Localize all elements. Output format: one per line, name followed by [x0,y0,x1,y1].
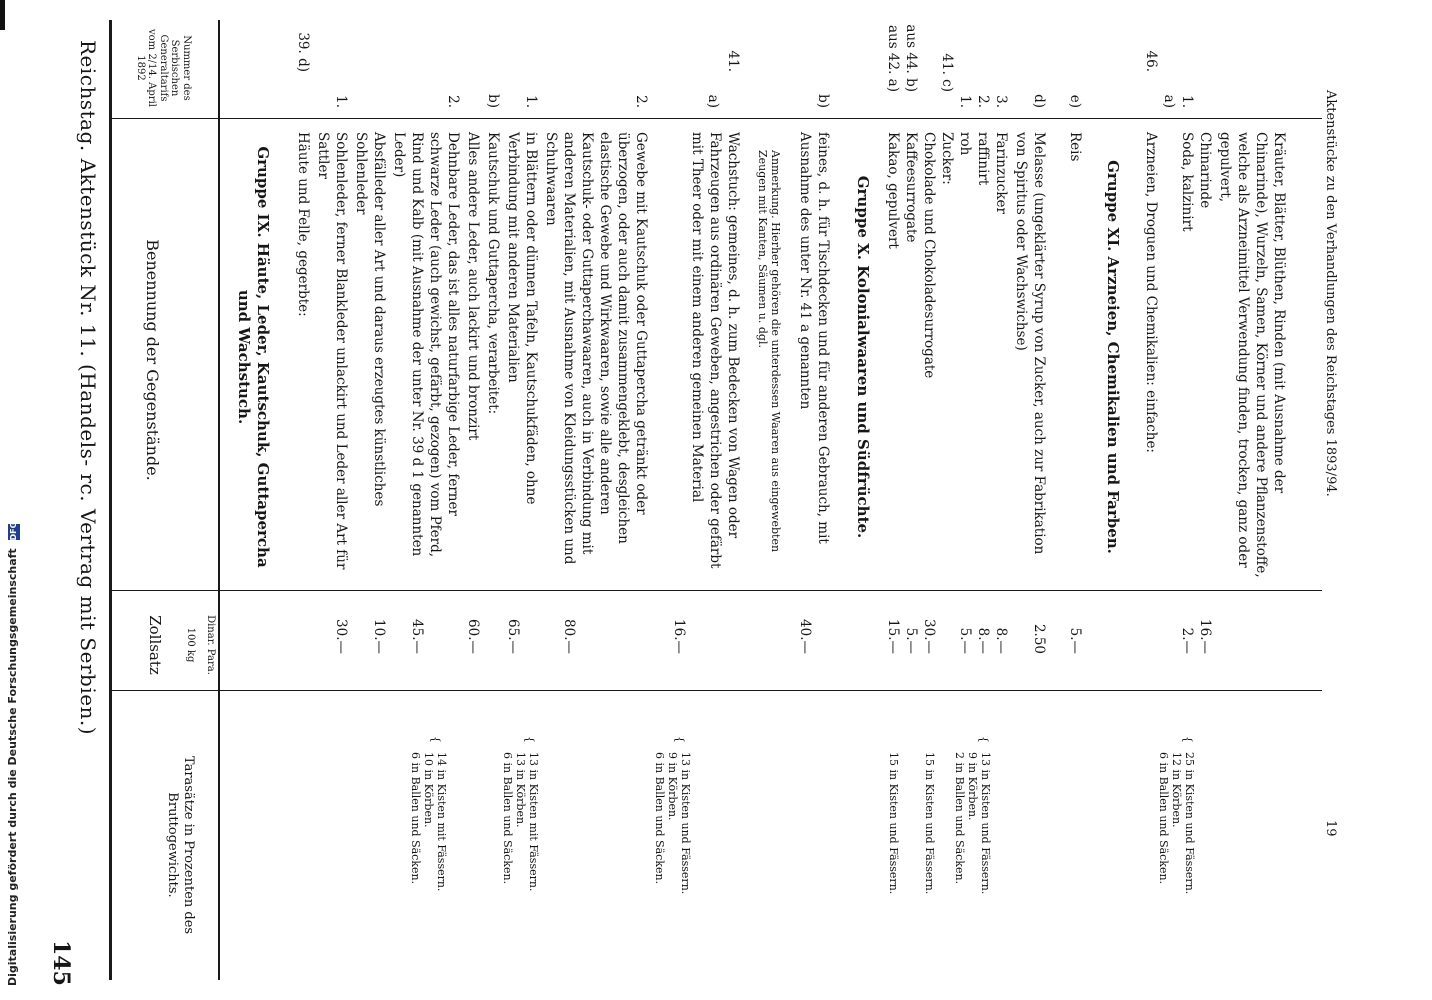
column-head-tara: Tarasätze in Prozenten des Bruttogewichts. [165,755,196,935]
footnote-anmerkung: Anmerkung. Hierher gehören die unterdessen Waaren aus eingewebten Zeugen mit Kanten, Säumen u. dgl. [756,150,782,553]
column-head-benennung: Benennung der Gegenstände. [143,239,162,481]
footer-left: Aktenstücke zu den Verhandlungen des Reichstages 1893/94. [1323,90,1338,497]
header-rule [109,20,112,980]
column-rule-3 [112,690,1322,691]
dfg-logo: DFG [9,521,18,541]
brace-mark: { [673,736,686,743]
brace-mark: { [429,736,442,743]
column-head-zollsatz: Zollsatz [146,615,164,675]
group-heading-x: Gruppe X. Kolonialwaaren und Südfrüchte. [854,175,872,539]
group-heading-xi: Gruppe XI. Arzneien, Chemikalien und Farben. [1104,160,1122,554]
digitization-credit: Digitalisierung gefördert durch die Deutsche Forschungsgemeinschaft DFG [6,521,19,986]
brace-mark: { [1181,736,1194,743]
column-rule-2 [112,590,1322,591]
footer-page: 19 [1323,820,1338,837]
page-number: 145 [48,940,74,986]
zollsatz-currency: Dinar. Para. [205,615,216,675]
running-header: Reichstag. Aktenstück Nr. 11. (Handels- rc. Vertrag mit Serbien.) [76,40,100,736]
column-rule-1 [112,118,1322,119]
group-heading-ix: Gruppe IX. Häute, Leder, Kautschuk, Guttapercha und Wachstuch. [235,146,272,568]
brace-mark: { [523,736,536,743]
table-head-rule [218,20,220,980]
zollsatz-unit: 100 kg [185,627,196,663]
rotated-document-page: Reichstag. Aktenstück Nr. 11. (Handels- rc. Vertrag mit Serbien.) 145 Nummer des Serbischen Generaltarifs vom 2/14. April 1892 Benennung der Gegenstände. Zollsatz 100 kg Dinar. Para. Tarasätze in Prozenten des Bruttogewichts. Gruppe IX. Häute, Leder, Kautschuk, Guttapercha und Wachstuch. 39. d) Häute und Felle, gegerbte: 1. Sohlenleder, ferner Blankleder unlackirt und Leder aller Art für Sattler 30.— Absfälleder aller Art und daraus erzeugtes künstliches Sohlenleder 10.— 2. Dehnbare Leder, das ist alles naturfarbige Leder, ferner schwarze Leder (auch gewichst, gefärbt, gezogen) vom Pferd, Rind und Kalb (mit Ausnahme der unter Nr. 39 d 1 genannten Leder) 45.— { 14 in Kisten mit Fässern. 10 in Körben. 6 in Ballen und Säcken. Alles andere Leder, auch lackirt und bronzirt 60.— b) Kautschuk und Guttapercha, verarbeitet: 1. in Blättern oder dünnen Tafeln, Kautschukfäden, ohne Verbindung mit anderen Materialien 65.— { 13 in Kisten mit Fässern. 13 in Körben. 6 in Ballen und Säcken. 2. Gewebe mit Kautschuk oder Guttapercha getränkt oder überzogen, oder auch damit zusammengeklebt, desgleichen elastische Gewebe und Wirkwaaren, sowie alle anderen Kautschuk- oder Guttaperchawaaren, auch in Verbindung mit anderen Materialien, mit Ausnahme von Kleidungsstücken und Schuhwaaren 80.— 41. a) Wachstuch: gemeines, d. h. zum Bedecken von Wagen oder Fahrzeugen aus ordinären Geweben, angestrichen oder gefärbt mit Theer oder mit einem anderen gemeinen Material 16.— { 13 in Kisten und Fässern. 9 in Körben. 6 in Ballen und Säcken. Anmerkung. Hierher gehören die unterdessen Waaren aus eingewebten Zeugen mit Kanten, Säumen u. dgl. b) feines, d. h. für Tischdecken und für anderen Gebrauch, mit Ausnahme des unter Nr. 41 a genannten 40.— Gruppe X. Kolonialwaaren und Südfrüchte. aus 42. a) Kakao, gepulvert 15.— 15 in Kisten und Fässern. aus 44. b) Kaffeesurrogate 5.— Chokolade und Chokoladesurrogate 30.— 15 in Kisten und Fässern. 41. c) Zucker: 1. roh 5.— 2. raffinirt 8.— { 13 in Kisten und Fässern. 9 in Körben. 2 in Ballen und Säcken. 3. Farinzucker 8.— d) Melasse (ungeklärter Syrup von Zucker, auch zur Fabrikation von Spiritus oder Wachswichse) 2.50 e) Reis 5.— Gruppe XI. Arzneien, Chemikalien und Farben. 46. Arzneien, Droguen und Chemikalien: einfache: a) 1. Soda, kalzinirt 2.— { 25 in Kisten und Fässern. 12 in Körben. 6 in Ballen und Säcken. Chinarinde 16.— Kräuter, Blätter, Blüthen, Rinden (mit Ausnahme der Chinarinde), Wurzeln, Samen, Körner und andere Pflanzenstoffe, welche als Arzneimittel Verwendung finden, trocken, ganz oder gepulvert, Aktenstücke zu den Verhandlungen des Reichstages 1893/94. 19 [0,0,1432,1000]
brace-mark: { [977,736,990,743]
column-head-nummer: Nummer des Serbischen Generaltarifs vom 2/14. April 1892 [135,29,192,107]
